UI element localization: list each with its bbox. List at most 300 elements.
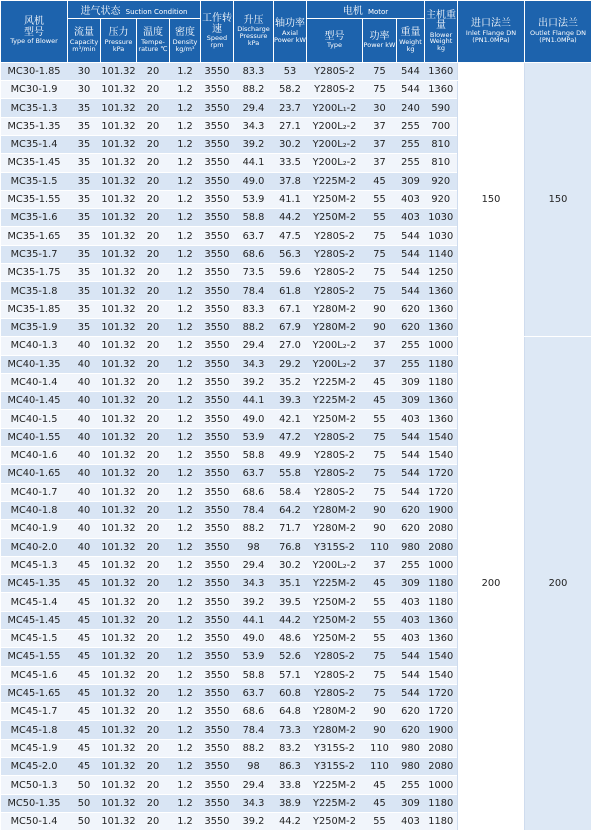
cell-discharge: 68.6 (234, 245, 274, 263)
cell-motor: Y280S-2 (307, 483, 363, 501)
cell-temp: 20 (137, 172, 170, 190)
cell-blower-kg: 1720 (425, 684, 458, 702)
cell-motor-kw: 45 (363, 776, 397, 794)
cell-density: 1.2 (170, 117, 201, 135)
cell-temp: 20 (137, 117, 170, 135)
cell-motor: Y200L₁-2 (307, 99, 363, 117)
cell-motor-kg: 620 (397, 318, 425, 336)
cell-blower-kg: 1000 (425, 556, 458, 574)
cell-model: MC45-1.7 (1, 703, 68, 721)
cell-blower-kg: 1180 (425, 355, 458, 373)
cell-motor-kg: 544 (397, 648, 425, 666)
cell-discharge: 29.4 (234, 776, 274, 794)
cell-motor: Y200L₂-2 (307, 117, 363, 135)
cell-density: 1.2 (170, 739, 201, 757)
cell-temp: 20 (137, 190, 170, 208)
cell-capacity: 40 (68, 501, 101, 519)
cell-motor: Y250M-2 (307, 611, 363, 629)
cell-density: 1.2 (170, 355, 201, 373)
cell-motor: Y315S-2 (307, 538, 363, 556)
cell-model: MC35-1.4 (1, 135, 68, 153)
cell-motor: Y250M-2 (307, 190, 363, 208)
cell-blower-kg: 1720 (425, 703, 458, 721)
cell-density: 1.2 (170, 245, 201, 263)
cell-capacity: 45 (68, 684, 101, 702)
cell-motor-kw: 37 (363, 117, 397, 135)
cell-motor-kw: 75 (363, 245, 397, 263)
cell-motor-kw: 37 (363, 556, 397, 574)
cell-motor: Y225M-2 (307, 776, 363, 794)
cell-model: MC35-1.3 (1, 99, 68, 117)
cell-blower-kg: 1030 (425, 227, 458, 245)
cell-blower-kg: 920 (425, 190, 458, 208)
cell-temp: 20 (137, 300, 170, 318)
cell-model: MC45-1.6 (1, 666, 68, 684)
cell-speed: 3550 (201, 81, 234, 99)
cell-motor-kg: 403 (397, 812, 425, 830)
cell-blower-kg: 1540 (425, 428, 458, 446)
cell-density: 1.2 (170, 282, 201, 300)
cell-model: MC40-1.5 (1, 410, 68, 428)
cell-model: MC35-1.75 (1, 264, 68, 282)
cell-model: MC45-1.35 (1, 575, 68, 593)
cell-motor-kg: 544 (397, 245, 425, 263)
cell-motor-kg: 240 (397, 99, 425, 117)
cell-pressure: 101.32 (101, 227, 137, 245)
cell-blower-kg: 1900 (425, 501, 458, 519)
cell-motor-kw: 45 (363, 392, 397, 410)
cell-speed: 3550 (201, 227, 234, 245)
cell-speed: 3550 (201, 447, 234, 465)
cell-blower-kg: 2080 (425, 538, 458, 556)
cell-temp: 20 (137, 520, 170, 538)
cell-blower-kg: 1030 (425, 209, 458, 227)
cell-capacity: 45 (68, 556, 101, 574)
cell-blower-kg: 1360 (425, 630, 458, 648)
motor-header (307, 1, 425, 19)
cell-density: 1.2 (170, 812, 201, 830)
cell-motor-kw: 90 (363, 721, 397, 739)
cell-power: 42.1 (274, 410, 307, 428)
cell-density: 1.2 (170, 794, 201, 812)
cell-motor-kw: 75 (363, 62, 397, 80)
cell-power: 56.3 (274, 245, 307, 263)
cell-power: 30.2 (274, 135, 307, 153)
cell-temp: 20 (137, 684, 170, 702)
cell-pressure: 101.32 (101, 520, 137, 538)
cell-model: MC45-2.0 (1, 758, 68, 776)
speed-header-zh: 工作转速 (201, 14, 233, 35)
cell-blower-kg: 1360 (425, 81, 458, 99)
cell-temp: 20 (137, 81, 170, 99)
cell-pressure: 101.32 (101, 99, 137, 117)
cell-discharge: 78.4 (234, 721, 274, 739)
cell-pressure: 101.32 (101, 465, 137, 483)
cell-blower-kg: 810 (425, 154, 458, 172)
cell-density: 1.2 (170, 666, 201, 684)
inlet-flange-cell: 200 (458, 337, 525, 831)
cell-temp: 20 (137, 465, 170, 483)
cell-motor-kw: 55 (363, 209, 397, 227)
cell-capacity: 40 (68, 337, 101, 355)
cell-discharge: 63.7 (234, 227, 274, 245)
cell-speed: 3550 (201, 264, 234, 282)
cell-density: 1.2 (170, 190, 201, 208)
cell-power: 67.9 (274, 318, 307, 336)
cell-capacity: 35 (68, 117, 101, 135)
cell-speed: 3550 (201, 465, 234, 483)
cell-motor-kw: 90 (363, 318, 397, 336)
cell-density: 1.2 (170, 593, 201, 611)
cell-density: 1.2 (170, 99, 201, 117)
cell-pressure: 101.32 (101, 337, 137, 355)
cell-temp: 20 (137, 758, 170, 776)
cell-power: 27.0 (274, 337, 307, 355)
cell-discharge: 73.5 (234, 264, 274, 282)
cell-motor-kw: 75 (363, 447, 397, 465)
cell-motor: Y280S-2 (307, 62, 363, 80)
cell-model: MC35-1.65 (1, 227, 68, 245)
cell-pressure: 101.32 (101, 483, 137, 501)
cell-motor-kw: 75 (363, 666, 397, 684)
cell-pressure: 101.32 (101, 300, 137, 318)
cell-pressure: 101.32 (101, 684, 137, 702)
cell-motor-kg: 255 (397, 355, 425, 373)
cell-capacity: 40 (68, 392, 101, 410)
cell-temp: 20 (137, 575, 170, 593)
cell-temp: 20 (137, 483, 170, 501)
cell-model: MC35-1.45 (1, 154, 68, 172)
cell-motor: Y250M-2 (307, 593, 363, 611)
table-header (1, 1, 591, 63)
cell-pressure: 101.32 (101, 758, 137, 776)
cell-capacity: 40 (68, 428, 101, 446)
cell-power: 55.8 (274, 465, 307, 483)
cell-blower-kg: 1360 (425, 318, 458, 336)
motor-header-zh: 电机 (343, 6, 363, 17)
cell-pressure: 101.32 (101, 666, 137, 684)
cell-discharge: 49.0 (234, 630, 274, 648)
cell-density: 1.2 (170, 703, 201, 721)
cell-model: MC40-1.55 (1, 428, 68, 446)
cell-power: 27.1 (274, 117, 307, 135)
cell-discharge: 49.0 (234, 410, 274, 428)
cell-discharge: 39.2 (234, 593, 274, 611)
cell-motor-kw: 30 (363, 99, 397, 117)
cell-speed: 3550 (201, 428, 234, 446)
cell-discharge: 39.2 (234, 373, 274, 391)
cell-density: 1.2 (170, 428, 201, 446)
cell-discharge: 49.0 (234, 172, 274, 190)
cell-motor-kg: 544 (397, 81, 425, 99)
cell-blower-kg: 1140 (425, 245, 458, 263)
cell-temp: 20 (137, 99, 170, 117)
cell-blower-kg: 2080 (425, 739, 458, 757)
cell-speed: 3550 (201, 190, 234, 208)
cell-capacity: 30 (68, 62, 101, 80)
cell-temp: 20 (137, 209, 170, 227)
cell-motor-kg: 255 (397, 154, 425, 172)
cell-capacity: 35 (68, 227, 101, 245)
cell-motor-kg: 544 (397, 282, 425, 300)
cell-motor-kw: 75 (363, 227, 397, 245)
cell-density: 1.2 (170, 172, 201, 190)
cell-discharge: 29.4 (234, 337, 274, 355)
motor-weight-header-en: Weight kg (397, 39, 424, 53)
cell-pressure: 101.32 (101, 575, 137, 593)
cell-motor-kw: 45 (363, 373, 397, 391)
cell-density: 1.2 (170, 611, 201, 629)
cell-density: 1.2 (170, 62, 201, 80)
cell-power: 83.2 (274, 739, 307, 757)
cell-model: MC40-1.35 (1, 355, 68, 373)
cell-motor-kw: 45 (363, 794, 397, 812)
cell-speed: 3550 (201, 703, 234, 721)
cell-discharge: 34.3 (234, 117, 274, 135)
cell-capacity: 35 (68, 154, 101, 172)
cell-motor-kg: 620 (397, 300, 425, 318)
cell-model: MC40-2.0 (1, 538, 68, 556)
cell-model: MC45-1.4 (1, 593, 68, 611)
cell-density: 1.2 (170, 447, 201, 465)
cell-capacity: 40 (68, 465, 101, 483)
cell-motor: Y280S-2 (307, 245, 363, 263)
cell-speed: 3550 (201, 410, 234, 428)
cell-motor-kg: 309 (397, 373, 425, 391)
density-header-zh: 密度 (170, 28, 200, 39)
cell-speed: 3550 (201, 355, 234, 373)
cell-model: MC30-1.9 (1, 81, 68, 99)
cell-speed: 3550 (201, 556, 234, 574)
cell-speed: 3550 (201, 538, 234, 556)
cell-speed: 3550 (201, 812, 234, 830)
discharge-header (234, 1, 274, 63)
cell-motor-kw: 75 (363, 282, 397, 300)
cell-motor-kg: 403 (397, 593, 425, 611)
cell-speed: 3550 (201, 135, 234, 153)
suction-header-zh: 进气状态 (81, 6, 121, 17)
cell-temp: 20 (137, 264, 170, 282)
cell-pressure: 101.32 (101, 538, 137, 556)
cell-discharge: 58.8 (234, 666, 274, 684)
cell-model: MC35-1.5 (1, 172, 68, 190)
cell-motor: Y225M-2 (307, 373, 363, 391)
cell-pressure: 101.32 (101, 172, 137, 190)
cell-motor-kw: 37 (363, 135, 397, 153)
cell-capacity: 45 (68, 575, 101, 593)
cell-discharge: 83.3 (234, 62, 274, 80)
cell-power: 49.9 (274, 447, 307, 465)
cell-motor-kw: 37 (363, 355, 397, 373)
cell-motor: Y225M-2 (307, 794, 363, 812)
cell-speed: 3550 (201, 209, 234, 227)
suction-header (68, 1, 201, 19)
cell-motor: Y250M-2 (307, 410, 363, 428)
cell-discharge: 44.1 (234, 154, 274, 172)
cell-pressure: 101.32 (101, 117, 137, 135)
cell-pressure: 101.32 (101, 282, 137, 300)
cell-discharge: 68.6 (234, 483, 274, 501)
cell-temp: 20 (137, 410, 170, 428)
cell-model: MC30-1.85 (1, 62, 68, 80)
motor-power-header-en: Power kW (363, 42, 396, 49)
cell-pressure: 101.32 (101, 81, 137, 99)
cell-discharge: 88.2 (234, 520, 274, 538)
cell-power: 41.1 (274, 190, 307, 208)
cell-motor-kg: 620 (397, 520, 425, 538)
cell-motor-kg: 620 (397, 721, 425, 739)
cell-capacity: 35 (68, 190, 101, 208)
cell-density: 1.2 (170, 483, 201, 501)
cell-motor-kw: 90 (363, 703, 397, 721)
cell-capacity: 45 (68, 611, 101, 629)
cell-temp: 20 (137, 648, 170, 666)
motor-weight-header (397, 18, 425, 62)
cell-capacity: 40 (68, 483, 101, 501)
cell-density: 1.2 (170, 410, 201, 428)
cell-motor: Y280M-2 (307, 721, 363, 739)
cell-capacity: 35 (68, 172, 101, 190)
cell-blower-kg: 1180 (425, 575, 458, 593)
cell-blower-kg: 1720 (425, 465, 458, 483)
cell-pressure: 101.32 (101, 428, 137, 446)
cell-pressure: 101.32 (101, 392, 137, 410)
cell-pressure: 101.32 (101, 812, 137, 830)
cell-temp: 20 (137, 794, 170, 812)
cell-capacity: 35 (68, 209, 101, 227)
cell-model: MC40-1.8 (1, 501, 68, 519)
cell-speed: 3550 (201, 684, 234, 702)
cell-blower-kg: 2080 (425, 520, 458, 538)
cell-power: 61.8 (274, 282, 307, 300)
outlet-flange-header (525, 1, 591, 63)
cell-blower-kg: 1360 (425, 410, 458, 428)
cell-motor: Y280M-2 (307, 703, 363, 721)
cell-model: MC45-1.45 (1, 611, 68, 629)
cell-pressure: 101.32 (101, 794, 137, 812)
cell-blower-kg: 1360 (425, 282, 458, 300)
cell-temp: 20 (137, 318, 170, 336)
cell-motor: Y280S-2 (307, 465, 363, 483)
cell-blower-kg: 700 (425, 117, 458, 135)
cell-temp: 20 (137, 666, 170, 684)
cell-power: 39.5 (274, 593, 307, 611)
cell-motor-kw: 75 (363, 684, 397, 702)
cell-motor-kw: 75 (363, 264, 397, 282)
cell-temp: 20 (137, 227, 170, 245)
cell-motor-kg: 403 (397, 611, 425, 629)
cell-motor: Y280S-2 (307, 684, 363, 702)
cell-motor-kw: 75 (363, 465, 397, 483)
cell-motor-kw: 75 (363, 483, 397, 501)
cell-blower-kg: 1180 (425, 812, 458, 830)
cell-motor: Y280M-2 (307, 501, 363, 519)
cell-capacity: 35 (68, 135, 101, 153)
cell-motor: Y200L₂-2 (307, 556, 363, 574)
cell-power: 48.6 (274, 630, 307, 648)
cell-discharge: 34.3 (234, 575, 274, 593)
cell-capacity: 35 (68, 245, 101, 263)
cell-blower-kg: 1720 (425, 483, 458, 501)
cell-density: 1.2 (170, 318, 201, 336)
cell-speed: 3550 (201, 630, 234, 648)
cell-discharge: 88.2 (234, 739, 274, 757)
cell-pressure: 101.32 (101, 721, 137, 739)
cell-motor-kw: 55 (363, 630, 397, 648)
discharge-header-zh: 升压 (234, 16, 273, 27)
cell-power: 86.3 (274, 758, 307, 776)
cell-density: 1.2 (170, 392, 201, 410)
cell-speed: 3550 (201, 282, 234, 300)
cell-motor-kg: 255 (397, 117, 425, 135)
cell-power: 35.2 (274, 373, 307, 391)
cell-temp: 20 (137, 428, 170, 446)
cell-discharge: 88.2 (234, 318, 274, 336)
type-header (1, 1, 68, 63)
cell-motor-kw: 90 (363, 501, 397, 519)
cell-speed: 3550 (201, 337, 234, 355)
cell-pressure: 101.32 (101, 355, 137, 373)
cell-temp: 20 (137, 776, 170, 794)
cell-model: MC50-1.3 (1, 776, 68, 794)
cell-temp: 20 (137, 739, 170, 757)
cell-capacity: 30 (68, 81, 101, 99)
density-header (170, 18, 201, 62)
cell-speed: 3550 (201, 245, 234, 263)
cell-power: 33.8 (274, 776, 307, 794)
cell-discharge: 34.3 (234, 355, 274, 373)
cell-discharge: 34.3 (234, 794, 274, 812)
cell-power: 73.3 (274, 721, 307, 739)
blower-weight-header (425, 1, 458, 63)
cell-model: MC45-1.55 (1, 648, 68, 666)
cell-capacity: 40 (68, 447, 101, 465)
cell-motor-kw: 45 (363, 575, 397, 593)
motor-header-en: Motor (368, 8, 388, 16)
cell-temp: 20 (137, 154, 170, 172)
cell-speed: 3550 (201, 666, 234, 684)
cell-capacity: 40 (68, 410, 101, 428)
cell-speed: 3550 (201, 483, 234, 501)
cell-model: MC40-1.4 (1, 373, 68, 391)
type-header-zh: 风机 型号 (1, 17, 67, 38)
cell-pressure: 101.32 (101, 776, 137, 794)
cell-blower-kg: 1360 (425, 611, 458, 629)
table-body (1, 62, 591, 830)
cell-motor-kw: 55 (363, 611, 397, 629)
cell-discharge: 53.9 (234, 648, 274, 666)
capacity-header-zh: 流量 (68, 28, 100, 39)
temperature-header (137, 18, 170, 62)
cell-density: 1.2 (170, 520, 201, 538)
cell-motor: Y280S-2 (307, 447, 363, 465)
cell-power: 67.1 (274, 300, 307, 318)
cell-density: 1.2 (170, 501, 201, 519)
cell-model: MC45-1.3 (1, 556, 68, 574)
cell-power: 76.8 (274, 538, 307, 556)
pressure-header-en: Pressure kPa (101, 39, 136, 53)
cell-motor-kw: 90 (363, 300, 397, 318)
cell-temp: 20 (137, 62, 170, 80)
cell-capacity: 35 (68, 282, 101, 300)
cell-motor: Y200L₂-2 (307, 355, 363, 373)
cell-capacity: 50 (68, 812, 101, 830)
motor-type-header (307, 18, 363, 62)
cell-model: MC35-1.55 (1, 190, 68, 208)
cell-motor: Y225M-2 (307, 392, 363, 410)
cell-speed: 3550 (201, 99, 234, 117)
cell-blower-kg: 920 (425, 172, 458, 190)
